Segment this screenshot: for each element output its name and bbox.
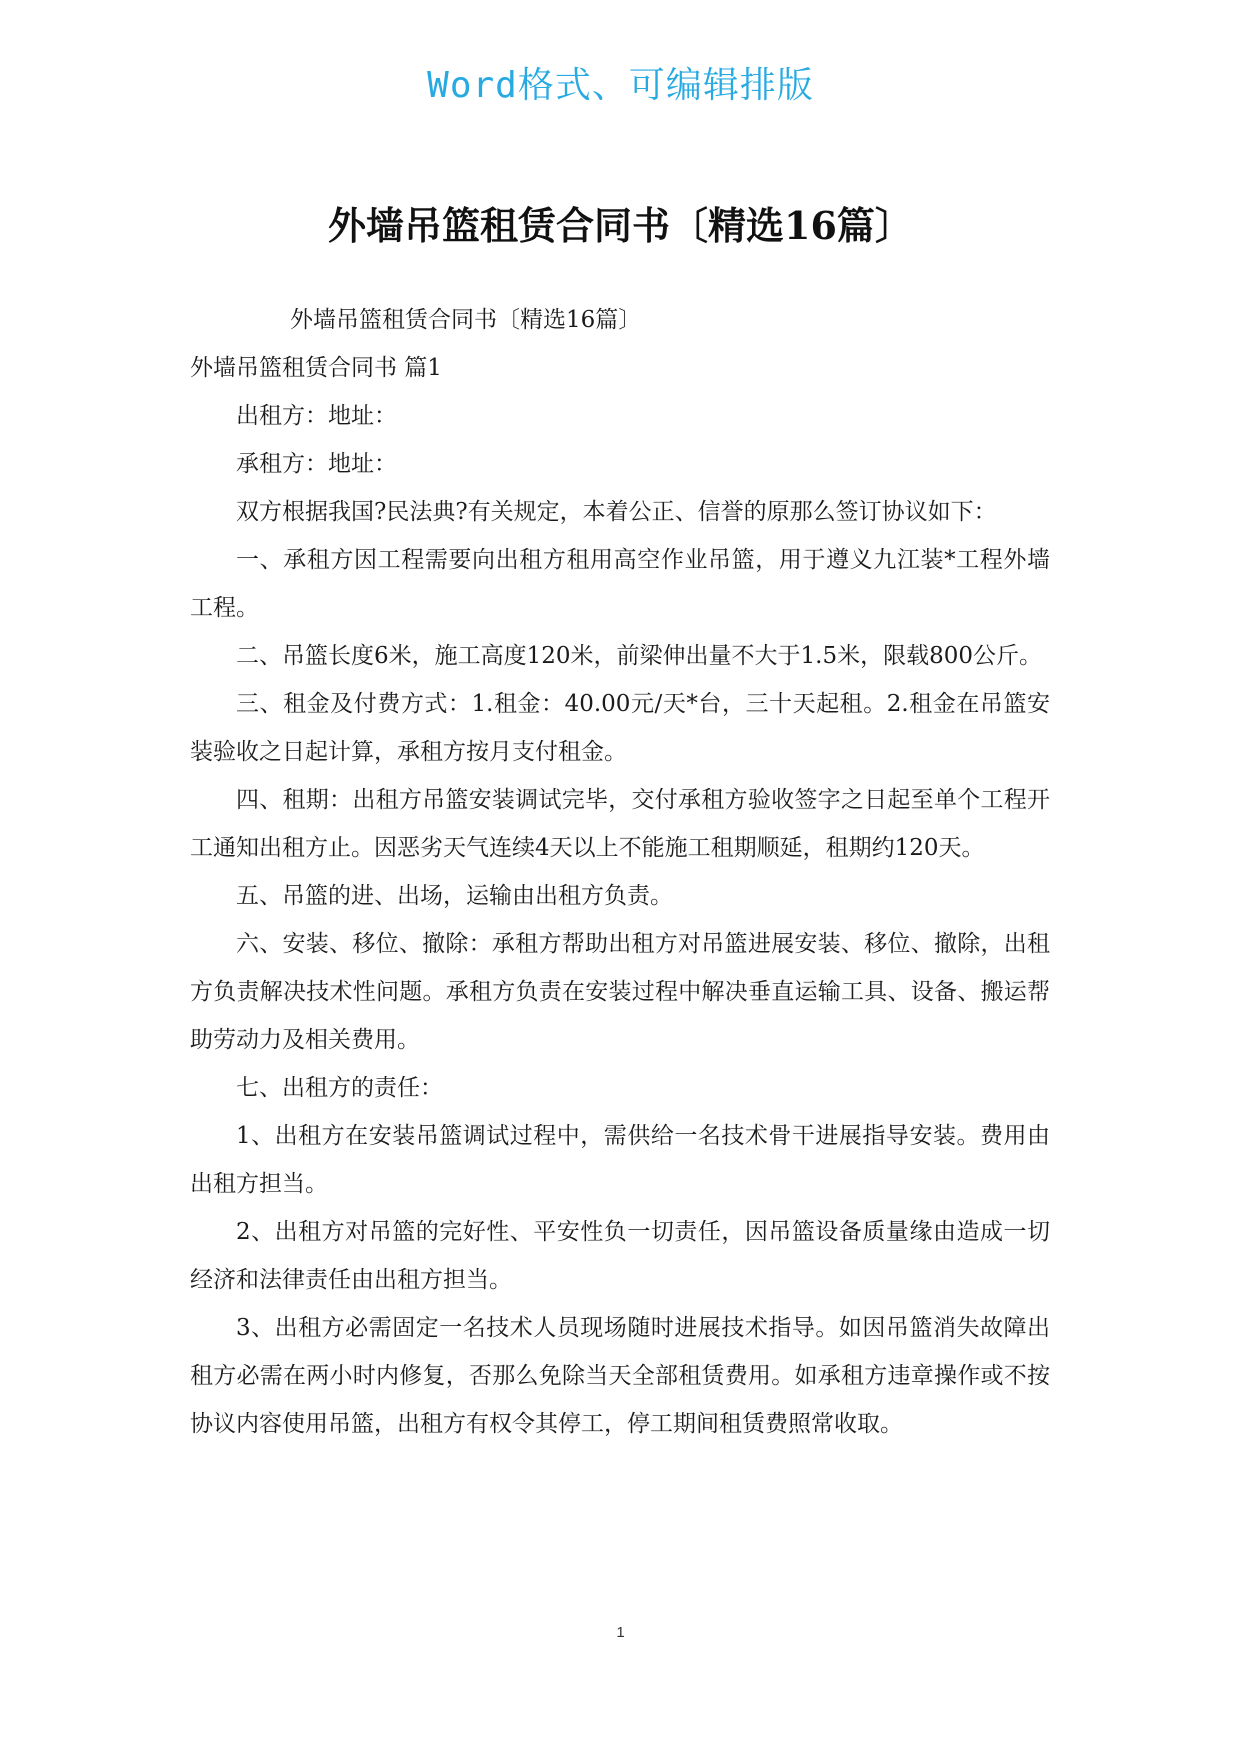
paragraph-lessee: 承租方：地址： bbox=[236, 451, 397, 477]
document-title: 外墙吊篮租赁合同书〔精选16篇〕 bbox=[328, 203, 913, 248]
subtitle-line: 外墙吊篮租赁合同书〔精选16篇〕 bbox=[290, 307, 642, 333]
paragraph-duty-2: 2、出租方对吊篮的完好性、平安性负一切责任，因吊篮设备质量缘由造成一切经济和法律责任由出租方担当。 bbox=[190, 1219, 1050, 1293]
paragraph-clause-4: 四、租期：出租方吊篮安装调试完毕，交付承租方验收签字之日起至单个工程开工通知出租方止。因恶劣天气连续4天以上不能施工租期顺延，租期约120天。 bbox=[190, 787, 1050, 861]
paragraph-duty-1: 1、出租方在安装吊篮调试过程中，需供给一名技术骨干进展指导安装。费用由出租方担当。 bbox=[190, 1123, 1050, 1197]
paragraph-clause-3: 三、租金及付费方式：1.租金：40.00元/天*台，三十天起租。2.租金在吊篮安装验收之日起计算，承租方按月支付租金。 bbox=[190, 691, 1050, 765]
paragraph-intro: 双方根据我国?民法典?有关规定，本着公正、信誉的原那么签订协议如下： bbox=[236, 499, 997, 525]
paragraph-duty-3: 3、出租方必需固定一名技术人员现场随时进展技术指导。如因吊篮消失故障出租方必需在两小时内修复，否那么免除当天全部租赁费用。如承租方违章操作或不按协议内容使用吊篮，出租方有权令其停工，停工期间租赁费照常收取。 bbox=[190, 1315, 1050, 1437]
section-heading: 外墙吊篮租赁合同书 篇1 bbox=[190, 355, 442, 381]
paragraph-lessor: 出租方：地址： bbox=[236, 403, 397, 429]
format-banner: Word格式、可编辑排版 bbox=[427, 65, 814, 106]
document-body bbox=[190, 296, 1050, 1448]
paragraph-clause-7: 七、出租方的责任： bbox=[236, 1075, 443, 1101]
paragraph-clause-6: 六、安装、移位、撤除：承租方帮助出租方对吊篮进展安装、移位、撤除，出租方负责解决技术性问题。承租方负责在安装过程中解决垂直运输工具、设备、搬运帮助劳动力及相关费用。 bbox=[190, 931, 1050, 1053]
page-number: 1 bbox=[616, 1624, 625, 1641]
paragraph-clause-5: 五、吊篮的进、出场，运输由出租方负责。 bbox=[236, 883, 673, 909]
paragraph-clause-1: 一、承租方因工程需要向出租方租用高空作业吊篮，用于遵义九江装*工程外墙工程。 bbox=[190, 547, 1050, 621]
paragraph-clause-2: 二、吊篮长度6米，施工高度120米，前梁伸出量不大于1.5米，限载800公斤。 bbox=[236, 643, 1043, 669]
